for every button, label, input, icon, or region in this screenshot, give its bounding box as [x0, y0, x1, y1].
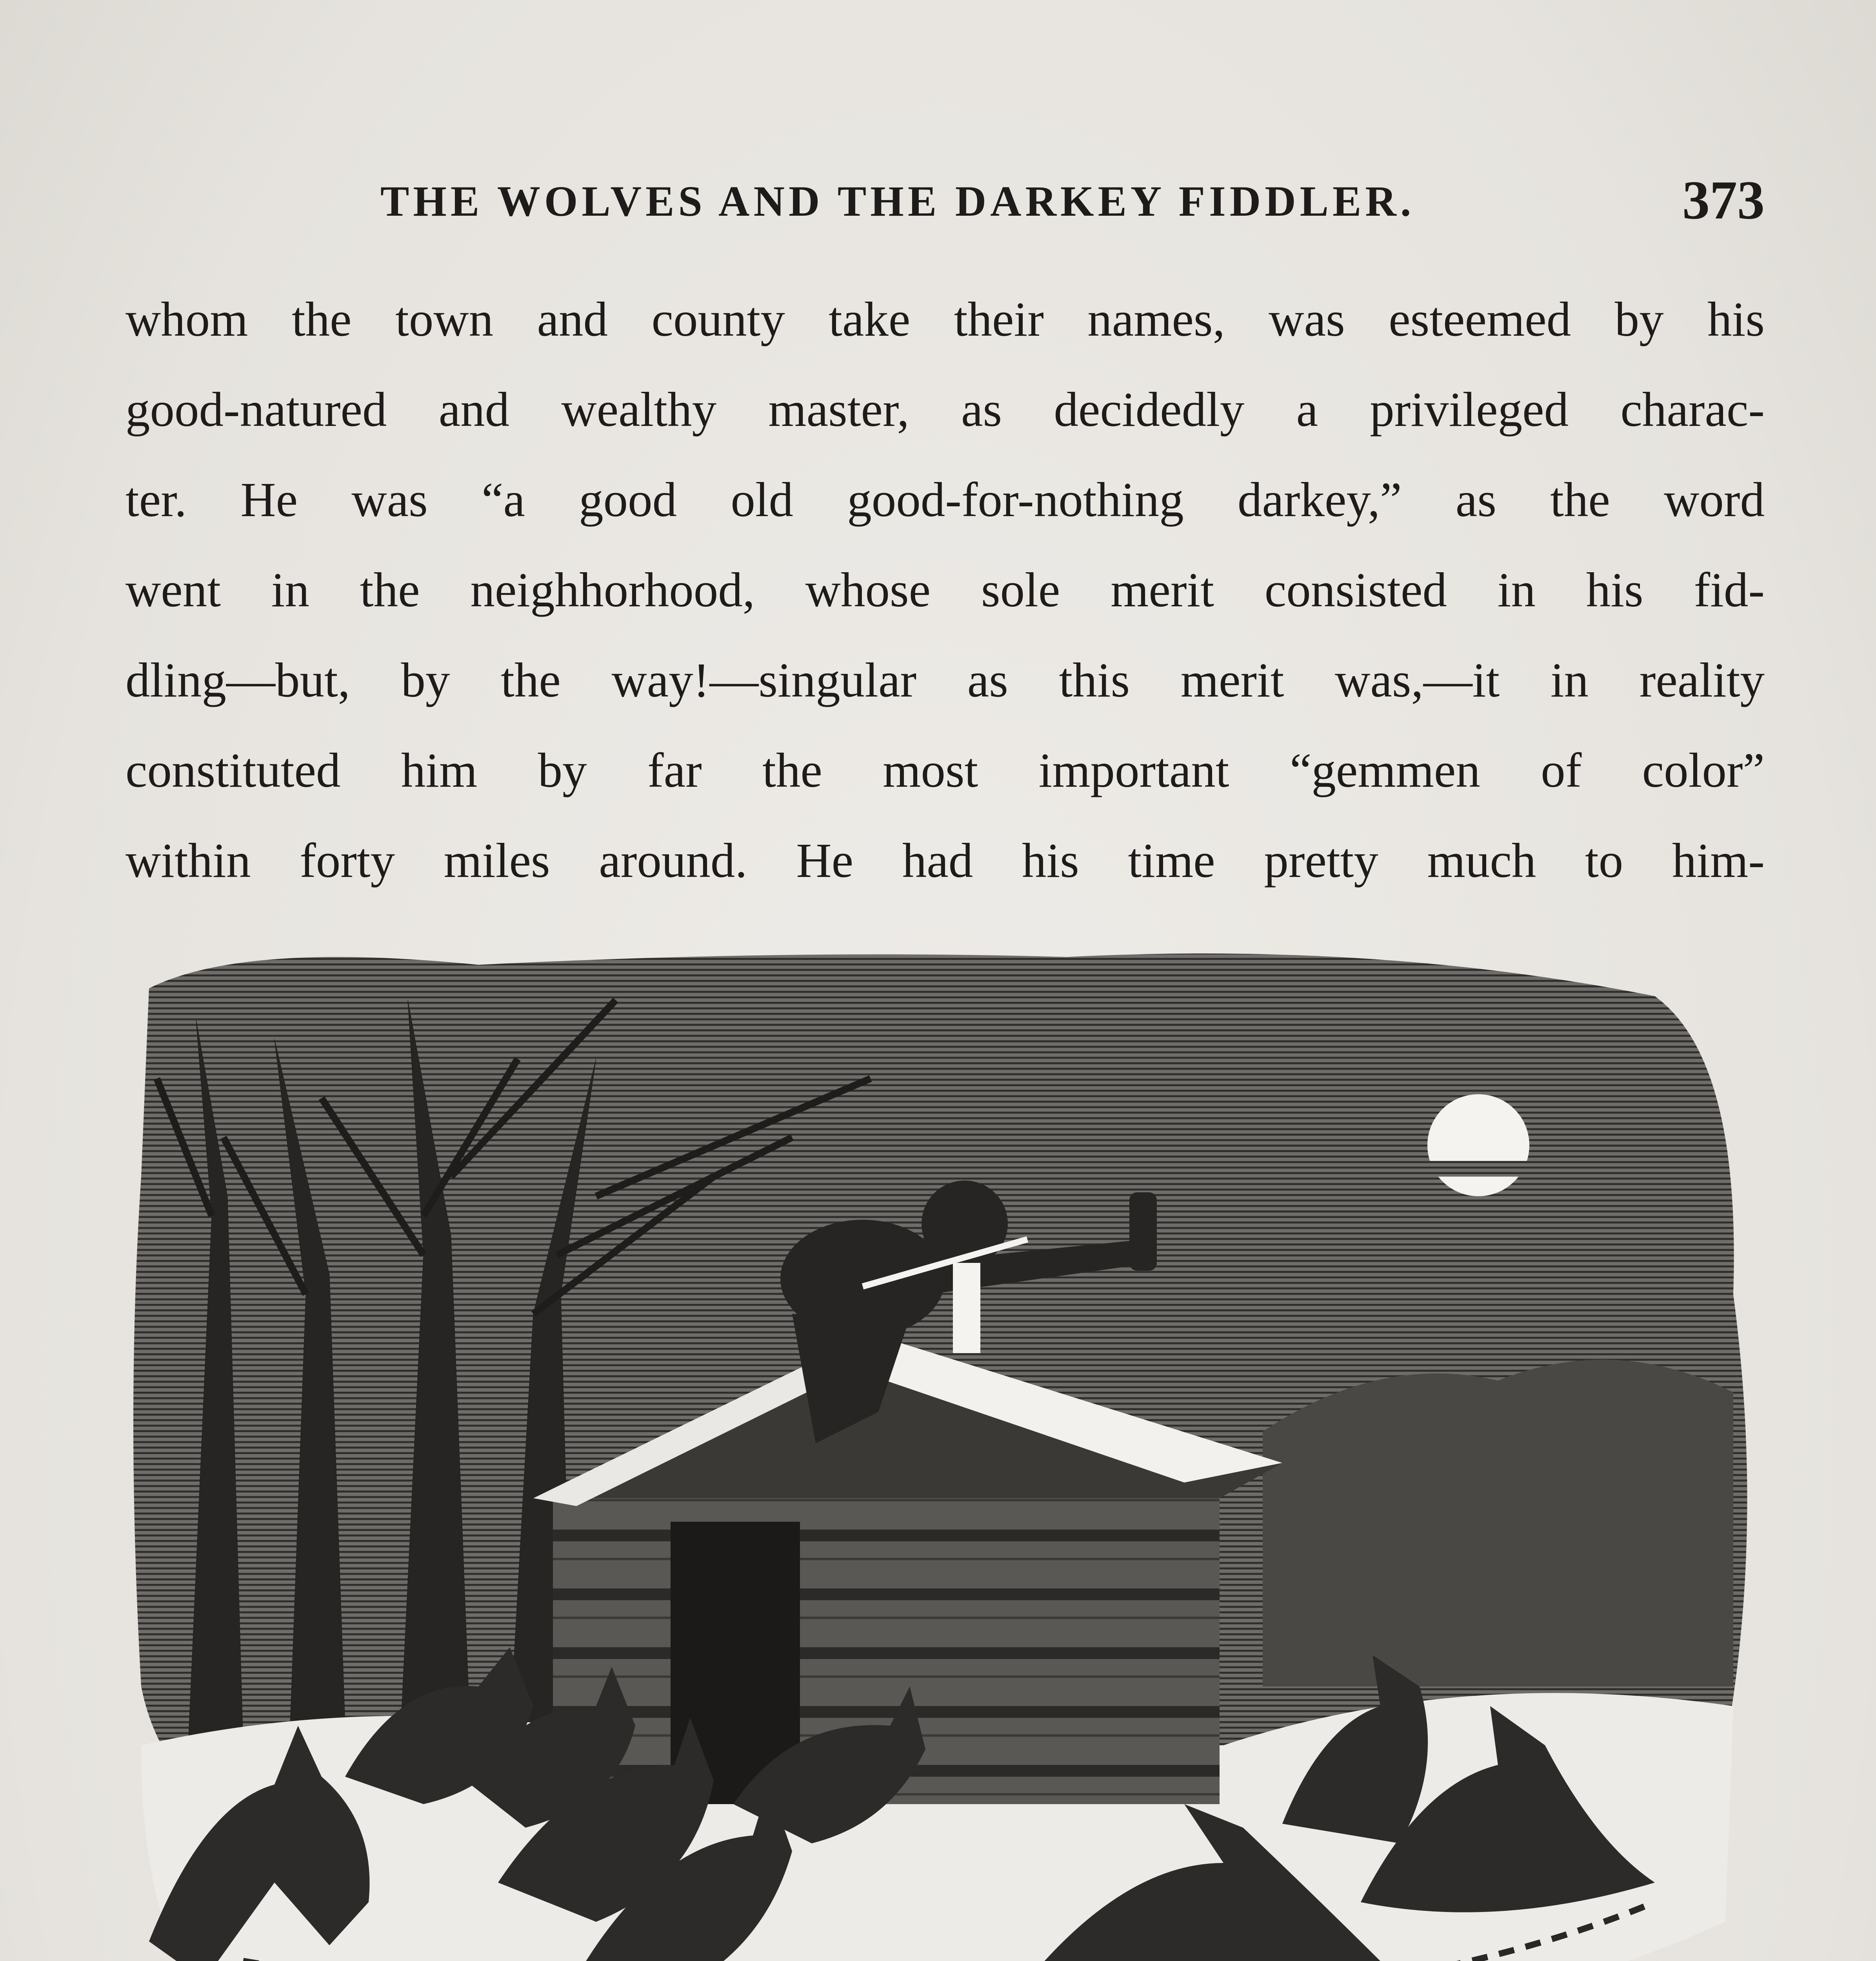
hills	[1263, 1360, 1733, 1686]
engraving-illustration	[125, 941, 1765, 1961]
engraving-image	[125, 941, 1765, 1961]
text-block-top	[125, 275, 1765, 906]
text-line: ter. He was “a good old good-for-nothing darkey,” as the word	[125, 473, 1765, 527]
moon	[1427, 1094, 1529, 1196]
page-number: 373	[1682, 170, 1765, 231]
running-head: THE WOLVES AND THE DARKEY FIDDLER.	[380, 177, 1415, 225]
text-line: whom the town and county take their names, was esteemed by his	[125, 293, 1765, 347]
text-line: went in the neighhorhood, whose sole merit consisted in his fid-	[125, 563, 1765, 617]
page-header	[125, 169, 1765, 231]
text-line: constituted him by far the most important “gemmen of color”	[125, 744, 1765, 798]
text-line: within forty miles around. He had his time pretty much to him-	[125, 834, 1765, 888]
text-line: dling—but, by the way!—singular as this merit was,—it in reality	[125, 653, 1765, 708]
text-line: good-natured and wealthy master, as decidedly a privileged charac-	[125, 383, 1765, 437]
